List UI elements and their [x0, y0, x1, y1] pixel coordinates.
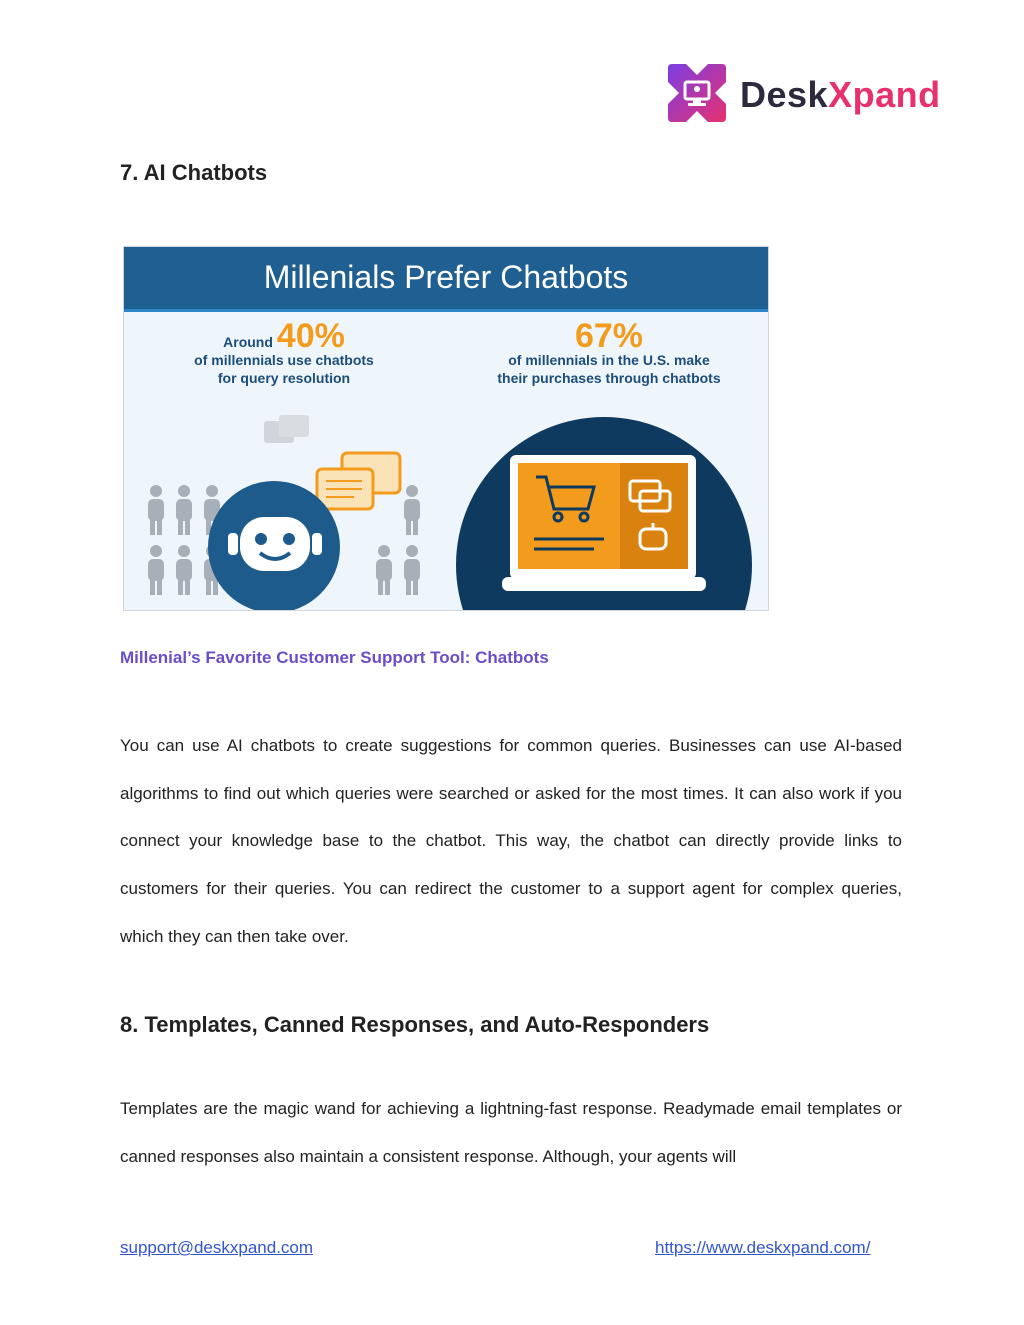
stat2-line2: their purchases through chatbots — [497, 370, 721, 386]
infographic-title: Millenials Prefer Chatbots — [263, 259, 629, 295]
infographic-header — [124, 247, 768, 312]
logo-text-desk: Desk — [740, 74, 829, 115]
laptop-icon — [502, 455, 706, 591]
image-caption: Millenial’s Favorite Customer Support Tool: Chatbots — [120, 648, 549, 667]
section-heading-templates: 8. Templates, Canned Responses, and Auto-Responders — [120, 1012, 710, 1037]
stat1-line2: for query resolution — [217, 370, 351, 386]
footer-email-link[interactable]: support@deskxpand.com — [120, 1238, 314, 1257]
paragraph-chatbots: You can use AI chatbots to create suggestions for common queries. Businesses can use AI-based algorithms to find out which queries were searched or asked for the most times. It can also work if you connect your knowledge base to the chatbot. This way, the chatbot can directly provide links to customers for their queries. You can redirect the customer to a support agent for complex queries, which they can then take over. — [120, 736, 902, 946]
laptop-cart-illustration — [454, 417, 768, 610]
logo-text-xpand: Xpand — [828, 74, 941, 115]
stat1-value: 40% — [276, 317, 345, 355]
robot-people-illustration — [124, 407, 454, 610]
stat-67-percent — [474, 317, 744, 387]
stat1-prefix: Around — [223, 334, 273, 350]
infographic-millennials-chatbots — [123, 246, 769, 611]
logo-wordmark — [740, 74, 941, 116]
paragraph-templates: Templates are the magic wand for achieving a lightning-fast response. Readymade email templates or canned responses also maintain a consistent response. Although, your agents will — [120, 1099, 902, 1166]
stat2-value: 67% — [574, 317, 644, 355]
logo-mark-icon — [664, 60, 730, 126]
robot-icon — [208, 481, 340, 610]
deskxpand-logo — [664, 60, 944, 130]
section-heading-ai-chatbots: 7. AI Chatbots — [120, 160, 268, 185]
stat2-line1: of millennials in the U.S. make — [508, 352, 710, 368]
stat1-line1: of millennials use chatbots — [194, 352, 374, 368]
stat-40-percent — [164, 317, 404, 387]
footer-website-link[interactable]: https://www.deskxpand.com/ — [655, 1238, 871, 1257]
